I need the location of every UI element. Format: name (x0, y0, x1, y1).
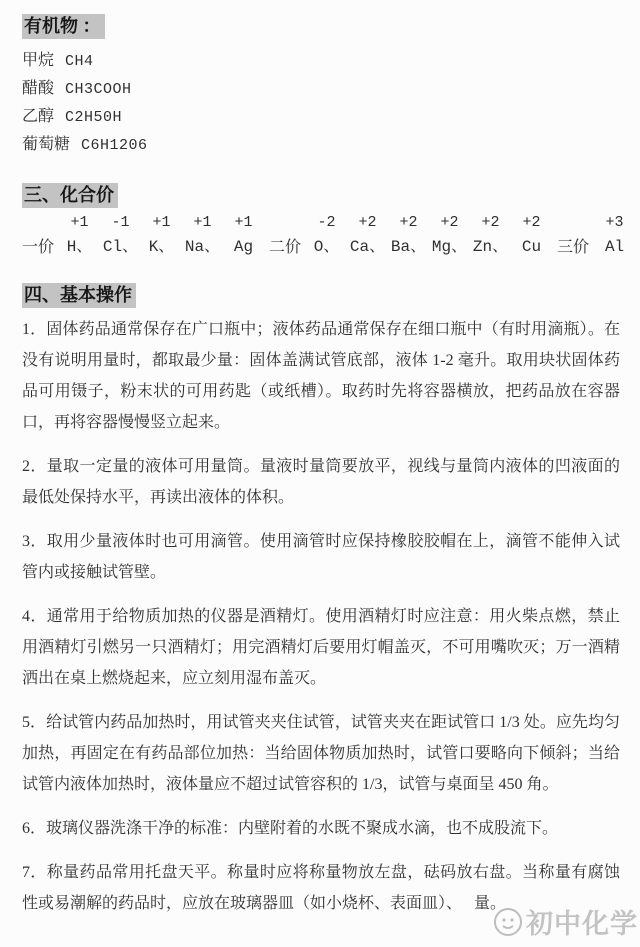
valence-group-label: 三价 (557, 239, 590, 256)
compound-name: 醋酸 (22, 80, 55, 97)
valence-entry (388, 212, 429, 261)
element-symbol: Al (604, 238, 625, 256)
element-symbol: H、 (66, 238, 93, 256)
compound-name: 葡萄糖 (22, 136, 71, 153)
valence-entry (141, 212, 182, 261)
operation-item-3: 3．取用少量液体时也可用滴管。使用滴管时应保持橡胶胶帽在上，滴管不能伸入试管内或接触试管壁。 (22, 533, 620, 581)
compound-formula: C2H50H (65, 109, 123, 126)
element-symbol: Ba、 (390, 238, 427, 256)
compound-formula: CH4 (65, 53, 94, 70)
operations-list (22, 314, 620, 919)
element-symbol: Cu (521, 238, 542, 256)
valence-value: +2 (481, 214, 500, 231)
valence-entry (306, 212, 347, 261)
operations-heading: 四、基本操作 (22, 283, 136, 308)
element-symbol: Cl、 (102, 238, 139, 256)
valence-table (22, 212, 625, 261)
element-symbol: Na、 (184, 238, 221, 256)
compound-formula: CH3COOH (65, 81, 132, 98)
valence-entry (594, 212, 635, 261)
element-symbol: Ag (233, 238, 254, 256)
valence-entry (470, 212, 511, 261)
operation-item-4: 4．通常用于给物质加热的仪器是酒精灯。使用酒精灯时应注意：用火柴点燃，禁止用酒精灯引燃另一只酒精灯；用完酒精灯后要用灯帽盖灭，不可用嘴吹灭；万一酒精洒出在桌上燃烧起来，应立刻用湿布盖灭。 (22, 608, 620, 687)
valence-value: +2 (522, 214, 541, 231)
list-item (22, 47, 620, 75)
compound-name: 乙醇 (22, 108, 55, 125)
valence-entry (182, 212, 223, 261)
valence-value: +2 (399, 214, 418, 231)
valence-value: -2 (317, 214, 336, 231)
valence-entry (511, 212, 552, 261)
valence-entry (223, 212, 264, 261)
valence-value: +2 (358, 214, 377, 231)
valence-group-label: 二价 (269, 239, 302, 256)
operations-heading-row (22, 283, 620, 308)
element-symbol: Mg、 (431, 238, 468, 256)
list-item (22, 75, 620, 103)
valence-value: -1 (111, 214, 130, 231)
operation-item-2: 2．量取一定量的液体可用量筒。量液时量筒要放平，视线与量筒内液体的凹液面的最低处保持水平，再读出液体的体积。 (22, 458, 620, 506)
valence-entry (347, 212, 388, 261)
compound-formula: C6H1206 (81, 137, 148, 154)
element-symbol: Zn、 (472, 238, 509, 256)
organics-heading-row (22, 14, 620, 39)
operation-item-6: 6．玻璃仪器洗涤干净的标准：内壁附着的水既不聚成水滴，也不成股流下。 (22, 820, 559, 837)
element-symbol: O、 (313, 238, 340, 256)
valence-value: +1 (234, 214, 253, 231)
element-symbol: Ca、 (349, 238, 386, 256)
organics-list (22, 47, 620, 159)
list-item (22, 103, 620, 131)
valence-value: +1 (70, 214, 89, 231)
valence-heading: 三、化合价 (22, 183, 118, 208)
valence-heading-row (22, 183, 620, 208)
valence-value: +1 (193, 214, 212, 231)
list-item (22, 131, 620, 159)
watermark-text: 初中化学 (526, 909, 638, 939)
operation-item-7: 7．称量药品常用托盘天平。称量时应将称量物放左盘，砝码放右盘。当称量有腐蚀性或易潮解的药品时，应放在玻璃器皿（如小烧杯、表面皿）、 量。 (22, 864, 620, 912)
valence-entry (59, 212, 100, 261)
valence-entry (100, 212, 141, 261)
valence-entry (429, 212, 470, 261)
operation-item-1: 1．固体药品通常保存在广口瓶中；液体药品通常保存在细口瓶中（有时用滴瓶）。在没有说明用量时，都取最少量：固体盖满试管底部，液体 1-2 毫升。取用块状固体药品可用镊子，粉末状的可用药匙（或纸槽）。取药时先将容器横放，把药品放在容器口，再将容器慢慢竖立起来。 (22, 321, 620, 431)
valence-value: +3 (605, 214, 624, 231)
valence-value: +2 (440, 214, 459, 231)
organics-heading: 有机物 ： (22, 14, 105, 39)
element-symbol: K、 (148, 238, 175, 256)
valence-group-label: 一价 (22, 239, 55, 256)
compound-name: 甲烷 (22, 52, 55, 69)
operation-item-5: 5．给试管内药品加热时，用试管夹夹住试管，试管夹夹在距试管口 1/3 处。应先均匀加热，再固定在有药品部位加热：当给固体物质加热时，试管口要略向下倾斜；当给试管内液体加热时，液体量应不超过试管容积的 1/3，试管与桌面呈 450 角。 (22, 714, 620, 793)
valence-value: +1 (152, 214, 171, 231)
